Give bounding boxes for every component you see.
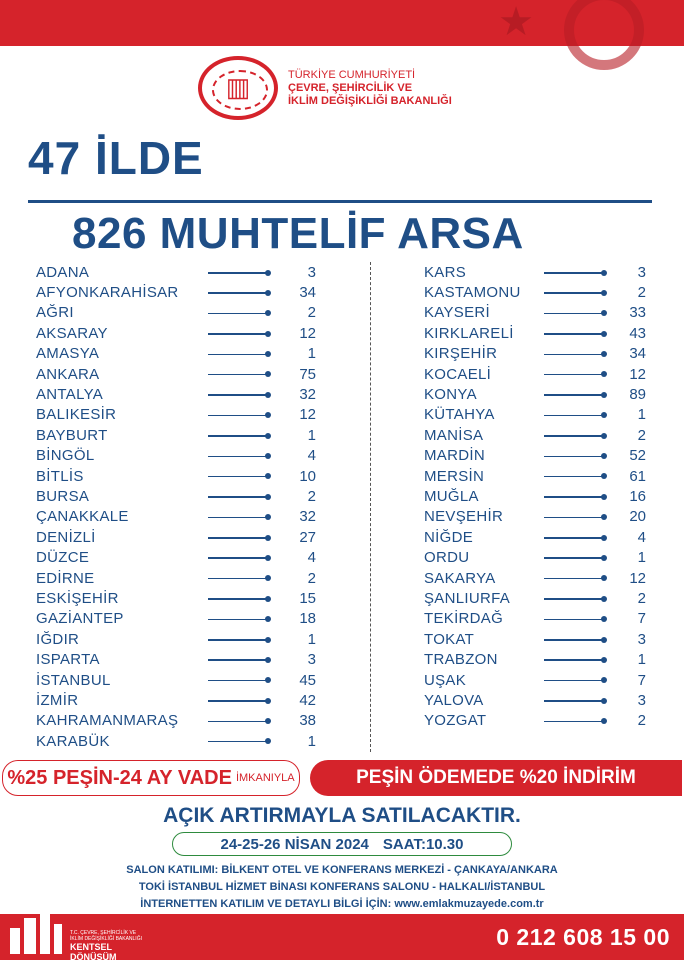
plot-count: 12 [629, 569, 646, 587]
leader-line [208, 456, 268, 458]
leader-line [544, 517, 604, 519]
ministry-line-1: TÜRKİYE CUMHURİYETİ [288, 68, 416, 81]
venue-istanbul: TOKİ İSTANBUL HİZMET BİNASI KONFERANS SALONU - HALKALI/İSTANBUL [138, 881, 546, 893]
leader-line [208, 333, 268, 335]
leader-dot-icon [601, 616, 607, 622]
leader-line [544, 700, 604, 702]
province-row [424, 405, 646, 425]
province-row [424, 323, 646, 343]
leader-line [208, 680, 268, 682]
province-row [36, 547, 316, 567]
province-row [424, 649, 646, 669]
province-row [36, 711, 316, 731]
leader-dot-icon [601, 535, 607, 541]
leader-dot-icon [265, 351, 271, 357]
leader-line [544, 272, 604, 274]
leader-line [208, 476, 268, 478]
leader-line [208, 415, 268, 417]
province-row [36, 609, 316, 629]
province-name: İZMİR [36, 691, 79, 709]
leader-line [208, 435, 268, 437]
province-row [36, 527, 316, 547]
leader-dot-icon [601, 392, 607, 398]
building-icon [24, 918, 36, 954]
leader-line [544, 721, 604, 723]
leader-dot-icon [265, 310, 271, 316]
province-name: ADANA [36, 263, 90, 281]
leader-dot-icon [265, 371, 271, 377]
plot-count: 7 [637, 671, 646, 689]
province-row [424, 507, 646, 527]
plot-count: 2 [637, 426, 646, 444]
leader-line [544, 557, 604, 559]
province-row [424, 588, 646, 608]
province-row [36, 425, 316, 445]
leader-line [208, 721, 268, 723]
province-name: ÇANAKKALE [36, 508, 129, 526]
province-row [36, 588, 316, 608]
online-participation: İNTERNETTEN KATILIM VE DETAYLI BİLGİ İÇİN: www.emlakmuzayede.com.tr [140, 898, 544, 910]
leader-dot-icon [265, 494, 271, 500]
province-name: AFYONKARAHİSAR [36, 284, 179, 302]
province-row [36, 364, 316, 384]
leader-dot-icon [265, 738, 271, 744]
leader-line [544, 619, 604, 621]
plot-count: 3 [307, 651, 316, 669]
leader-dot-icon [601, 473, 607, 479]
plot-count: 10 [299, 467, 316, 485]
leader-line [208, 313, 268, 315]
leader-line [208, 517, 268, 519]
plot-count: 12 [299, 324, 316, 342]
province-list-right [424, 262, 646, 731]
leader-dot-icon [265, 331, 271, 337]
plot-count: 3 [637, 263, 646, 281]
kentsel-donusum-text [70, 930, 150, 972]
province-name: EDİRNE [36, 569, 95, 587]
province-name: ESKİŞEHİR [36, 589, 119, 607]
plot-count-title: 826 MUHTELİF ARSA [72, 209, 524, 258]
province-row [36, 568, 316, 588]
province-name: AKSARAY [36, 324, 108, 342]
province-row [36, 466, 316, 486]
kentsel-donusum-logo [0, 908, 150, 972]
plot-count: 3 [637, 630, 646, 648]
top-banner [0, 0, 684, 46]
province-row [36, 303, 316, 323]
province-count-title: 47 İLDE [28, 132, 204, 184]
plot-count: 4 [307, 447, 316, 465]
leader-line [544, 578, 604, 580]
leader-dot-icon [265, 473, 271, 479]
province-row [36, 731, 316, 751]
province-name: ISPARTA [36, 651, 100, 669]
province-row [424, 609, 646, 629]
leader-dot-icon [265, 412, 271, 418]
province-name: KÜTAHYA [424, 406, 495, 424]
province-name: ŞANLIURFA [424, 589, 511, 607]
province-name: KONYA [424, 386, 477, 404]
plot-count: 34 [299, 284, 316, 302]
province-name: MARDİN [424, 447, 485, 465]
title-divider [28, 200, 652, 203]
building-icon [40, 910, 50, 954]
leader-dot-icon [265, 555, 271, 561]
leader-line [544, 313, 604, 315]
province-row [36, 344, 316, 364]
plot-count: 7 [637, 610, 646, 628]
province-name: TEKİRDAĞ [424, 610, 504, 628]
leader-dot-icon [601, 494, 607, 500]
plot-count: 1 [307, 630, 316, 648]
kentsel-org-small: T.C. ÇEVRE, ŞEHİRCİLİK VE İKLİM DEĞİŞİKLİĞİ BAKANLIĞI [70, 930, 142, 942]
province-name: AMASYA [36, 345, 100, 363]
plot-count: 32 [299, 508, 316, 526]
leader-line [544, 354, 604, 356]
leader-line [544, 415, 604, 417]
province-row [424, 425, 646, 445]
contact-phone: 0 212 608 15 00 [496, 924, 670, 950]
plot-count: 2 [637, 284, 646, 302]
province-row [424, 446, 646, 466]
leader-line [208, 659, 268, 661]
province-row [36, 262, 316, 282]
plot-count: 16 [629, 487, 646, 505]
province-name: YALOVA [424, 691, 484, 709]
plot-count: 12 [629, 365, 646, 383]
plot-count: 4 [637, 528, 646, 546]
building-icon [10, 928, 20, 954]
leader-line [208, 496, 268, 498]
plot-count: 42 [299, 691, 316, 709]
province-row [36, 670, 316, 690]
leader-line [208, 537, 268, 539]
plot-count: 2 [307, 487, 316, 505]
plot-count: 27 [299, 528, 316, 546]
leader-dot-icon [601, 290, 607, 296]
province-name: NİĞDE [424, 528, 474, 546]
province-name: MERSİN [424, 467, 485, 485]
leader-dot-icon [265, 596, 271, 602]
province-name: BALIKESİR [36, 406, 117, 424]
leader-line [544, 639, 604, 641]
kentsel-org-line-1: KENTSEL DÖNÜŞÜM [70, 942, 117, 962]
province-name: BURSA [36, 487, 90, 505]
province-list-left [36, 262, 316, 751]
leader-dot-icon [601, 371, 607, 377]
auction-date-pill [172, 832, 512, 856]
plot-count: 1 [307, 426, 316, 444]
leader-line [544, 476, 604, 478]
province-name: MANİSA [424, 426, 484, 444]
plot-count: 3 [637, 691, 646, 709]
province-name: TOKAT [424, 630, 475, 648]
leader-dot-icon [601, 453, 607, 459]
leader-dot-icon [601, 575, 607, 581]
province-row [424, 466, 646, 486]
leader-dot-icon [265, 698, 271, 704]
leader-line [544, 456, 604, 458]
leader-dot-icon [601, 637, 607, 643]
leader-line [208, 354, 268, 356]
province-name: ORDU [424, 549, 470, 567]
leader-line [544, 659, 604, 661]
leader-dot-icon [601, 555, 607, 561]
plot-count: 61 [629, 467, 646, 485]
province-name: KOCAELİ [424, 365, 492, 383]
province-row [36, 384, 316, 404]
province-row [424, 282, 646, 302]
plot-count: 52 [629, 447, 646, 465]
plot-count: 3 [307, 263, 316, 281]
ministry-line-3: İKLİM DEĞİŞİKLİĞİ BAKANLIĞI [288, 94, 452, 107]
plot-count: 45 [299, 671, 316, 689]
leader-dot-icon [265, 392, 271, 398]
leader-line [544, 292, 604, 294]
leader-dot-icon [265, 718, 271, 724]
leader-dot-icon [601, 433, 607, 439]
leader-dot-icon [601, 331, 607, 337]
province-row [424, 486, 646, 506]
leader-dot-icon [601, 596, 607, 602]
province-name: IĞDIR [36, 630, 80, 648]
leader-line [208, 272, 268, 274]
leader-dot-icon [265, 637, 271, 643]
province-name: AĞRI [36, 304, 74, 322]
province-name: DENİZLİ [36, 528, 96, 546]
plot-count: 1 [637, 651, 646, 669]
ministry-name [288, 69, 452, 108]
province-row [424, 629, 646, 649]
leader-dot-icon [265, 677, 271, 683]
province-name: ANKARA [36, 365, 100, 383]
province-row [424, 527, 646, 547]
leader-line [208, 578, 268, 580]
province-row [424, 384, 646, 404]
installment-offer-suffix: İMKANIYLA [235, 772, 295, 784]
province-name: BİNGÖL [36, 447, 95, 465]
column-divider [370, 262, 371, 752]
leader-dot-icon [601, 698, 607, 704]
leader-dot-icon [265, 575, 271, 581]
province-row [36, 690, 316, 710]
plot-count: 89 [629, 386, 646, 404]
leader-dot-icon [265, 657, 271, 663]
leader-line [544, 435, 604, 437]
plot-count: 43 [629, 324, 646, 342]
star-icon: ★ [498, 0, 534, 44]
leader-dot-icon [265, 616, 271, 622]
leader-dot-icon [601, 514, 607, 520]
crescent-icon [564, 0, 644, 70]
province-name: KARABÜK [36, 732, 110, 750]
province-name: KAYSERİ [424, 304, 491, 322]
plot-count: 4 [307, 549, 316, 567]
installment-offer-main: %25 PEŞİN-24 AY VADE [7, 766, 232, 789]
plot-count: 38 [299, 712, 316, 730]
leader-dot-icon [601, 677, 607, 683]
venue-ankara: SALON KATILIMI: BİLKENT OTEL VE KONFERANS MERKEZİ - ÇANKAYA/ANKARA [126, 864, 558, 876]
ministry-line-2: ÇEVRE, ŞEHİRCİLİK VE [288, 81, 413, 94]
cash-discount-banner: PEŞİN ÖDEMEDE %20 İNDİRİM [310, 760, 682, 796]
installment-offer [2, 760, 300, 796]
leader-dot-icon [265, 514, 271, 520]
leader-dot-icon [265, 433, 271, 439]
kentsel-org-line-2: BAŞKANLIĞI [70, 962, 126, 972]
ministry-emblem-icon [198, 56, 278, 120]
leader-dot-icon [601, 351, 607, 357]
province-name: NEVŞEHİR [424, 508, 504, 526]
leader-line [208, 619, 268, 621]
plot-count: 33 [629, 304, 646, 322]
province-row [36, 405, 316, 425]
leader-dot-icon [265, 290, 271, 296]
auction-date: 24-25-26 NİSAN 2024 [220, 835, 369, 853]
province-row [424, 364, 646, 384]
province-row [424, 262, 646, 282]
leader-line [208, 292, 268, 294]
ministry-header [198, 56, 452, 120]
leader-dot-icon [601, 270, 607, 276]
province-name: MUĞLA [424, 487, 479, 505]
province-name: BAYBURT [36, 426, 108, 444]
province-row [36, 486, 316, 506]
province-name: UŞAK [424, 671, 467, 689]
plot-count: 2 [637, 712, 646, 730]
leader-line [208, 374, 268, 376]
province-row [36, 282, 316, 302]
leader-dot-icon [601, 310, 607, 316]
province-name: GAZİANTEP [36, 610, 124, 628]
province-row [424, 711, 646, 731]
province-row [36, 507, 316, 527]
plot-count: 18 [299, 610, 316, 628]
province-name: YOZGAT [424, 712, 487, 730]
plot-count: 2 [307, 569, 316, 587]
leader-line [208, 700, 268, 702]
plot-count: 34 [629, 345, 646, 363]
leader-line [208, 557, 268, 559]
leader-line [544, 374, 604, 376]
plot-count: 15 [299, 589, 316, 607]
leader-line [544, 333, 604, 335]
leader-dot-icon [265, 270, 271, 276]
leader-dot-icon [601, 718, 607, 724]
leader-line [544, 598, 604, 600]
leader-line [208, 639, 268, 641]
province-name: İSTANBUL [36, 671, 111, 689]
plot-count: 1 [637, 406, 646, 424]
leader-line [544, 537, 604, 539]
province-row [424, 344, 646, 364]
plot-count: 1 [307, 345, 316, 363]
leader-line [544, 496, 604, 498]
province-row [424, 547, 646, 567]
leader-dot-icon [265, 535, 271, 541]
leader-line [544, 394, 604, 396]
province-name: SAKARYA [424, 569, 496, 587]
leader-line [208, 741, 268, 743]
province-name: KAHRAMANMARAŞ [36, 712, 179, 730]
province-row [36, 446, 316, 466]
province-row [424, 670, 646, 690]
province-name: DÜZCE [36, 549, 90, 567]
province-row [36, 323, 316, 343]
leader-line [544, 680, 604, 682]
plot-count: 1 [307, 732, 316, 750]
leader-line [208, 394, 268, 396]
plot-count: 2 [307, 304, 316, 322]
plot-count: 1 [637, 549, 646, 567]
auction-time: SAAT:10.30 [382, 835, 464, 853]
province-row [424, 690, 646, 710]
plot-count: 75 [299, 365, 316, 383]
plot-count: 32 [299, 386, 316, 404]
plot-count: 20 [629, 508, 646, 526]
province-name: KIRKLARELİ [424, 324, 514, 342]
leader-dot-icon [265, 453, 271, 459]
plot-count: 2 [637, 589, 646, 607]
province-row [424, 568, 646, 588]
province-row [36, 629, 316, 649]
province-name: KARS [424, 263, 467, 281]
leader-dot-icon [601, 657, 607, 663]
leader-line [208, 598, 268, 600]
province-row [424, 303, 646, 323]
emblem-building-icon: ▥ [225, 72, 251, 102]
province-name: BİTLİS [36, 467, 84, 485]
province-name: ANTALYA [36, 386, 104, 404]
province-row [36, 649, 316, 669]
plot-count: 12 [299, 406, 316, 424]
auction-headline: AÇIK ARTIRMAYLA SATILACAKTIR. [163, 804, 521, 827]
leader-dot-icon [601, 412, 607, 418]
building-icon [54, 924, 62, 954]
province-name: KIRŞEHİR [424, 345, 498, 363]
province-name: TRABZON [424, 651, 498, 669]
province-name: KASTAMONU [424, 284, 521, 302]
